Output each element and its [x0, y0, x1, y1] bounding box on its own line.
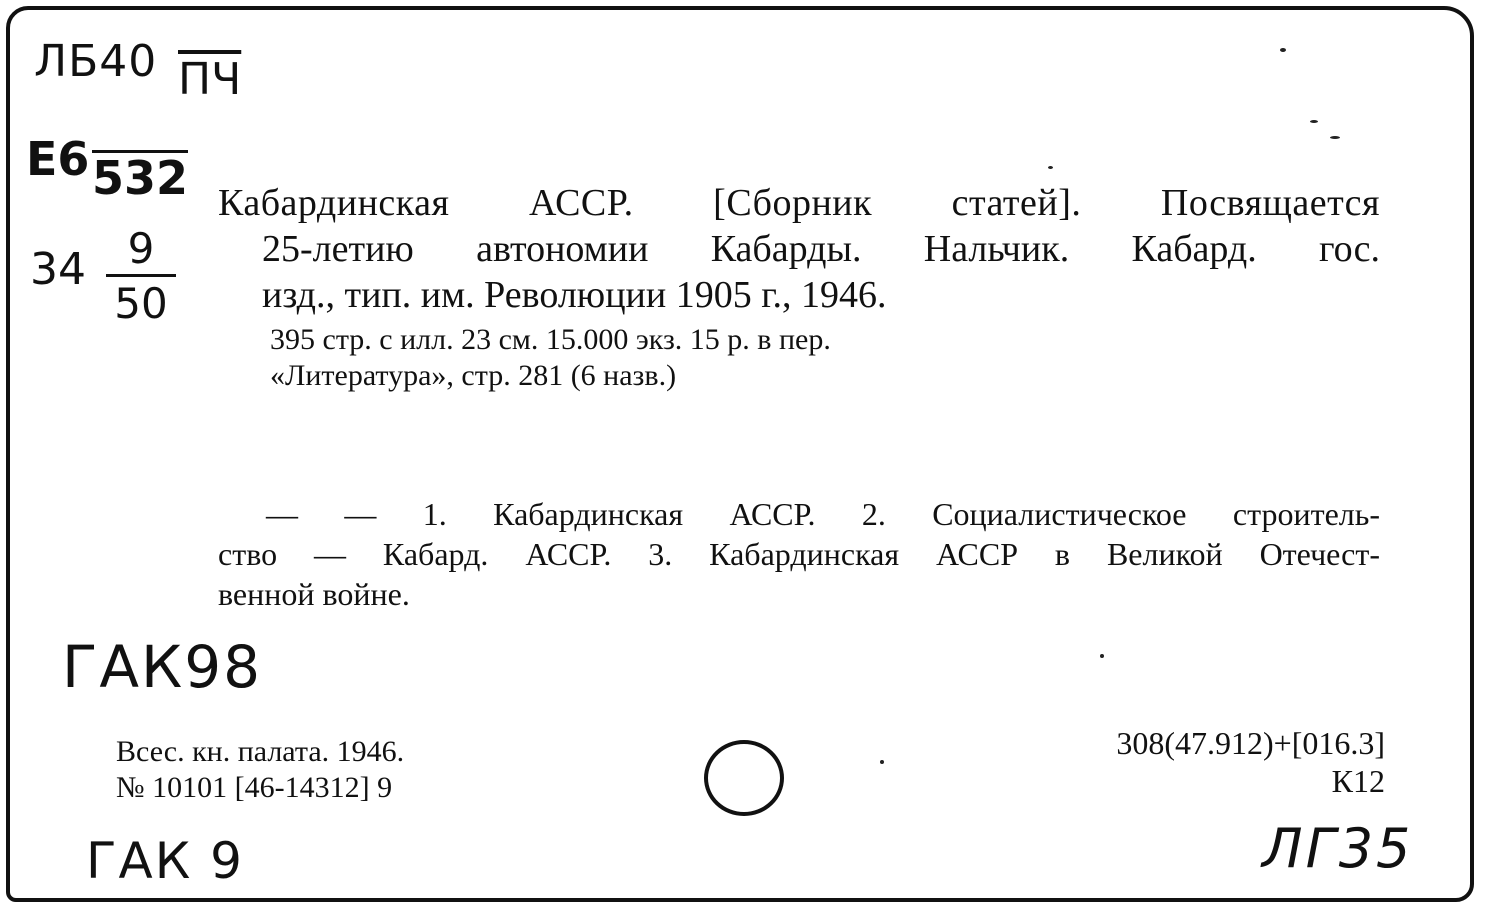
subject-line: — — 1. Кабардинская АССР. 2. Социалистическое строитель- [266, 496, 1380, 532]
scan-speck [880, 760, 884, 764]
handwritten-class-mark: 34 [30, 244, 86, 295]
handwritten-index-number: 532 [92, 151, 189, 205]
scan-speck [1048, 166, 1053, 169]
fraction-denominator: 50 [114, 279, 168, 328]
card-punch-hole [704, 740, 784, 816]
handwritten-note: ГАК 9 [86, 832, 244, 890]
scan-speck [1280, 48, 1286, 52]
entry-note: «Литература», стр. 281 (6 назв.) [270, 359, 677, 392]
classification-code [1116, 724, 1385, 800]
publisher-imprint [116, 734, 404, 806]
handwritten-note: ГАК98 [62, 633, 263, 701]
scan-speck [1310, 120, 1318, 123]
author-mark: К12 [1331, 763, 1385, 799]
entry-physical-description: 395 стр. с илл. 23 см. 15.000 экз. 15 р. в пер. [270, 323, 831, 356]
entry-heading: Кабардинская АССР. [Сборник статей]. Посвящается [218, 182, 1380, 224]
bibliographic-entry [218, 180, 1380, 394]
scan-speck [1100, 654, 1104, 658]
imprint-line: Всес. кн. палата. 1946. [116, 735, 405, 768]
subject-line: ство — Кабард. АССР. 3. Кабардинская АССР в Великой Отечест- [218, 536, 1380, 572]
subject-line: венной войне. [218, 576, 410, 612]
entry-line: 25-летию автономии Кабарды. Нальчик. Кабард. гос. [262, 228, 1380, 270]
handwritten-index-mark: Е6 [26, 132, 90, 186]
handwritten-shelf-mark: ЛБ40 [34, 36, 158, 87]
handwritten-shelf-mark-sup: ПЧ [178, 54, 242, 105]
fraction-numerator: 9 [106, 228, 176, 277]
subject-headings [218, 494, 1380, 614]
handwritten-note: ЛГ35 [1262, 817, 1414, 880]
imprint-line: № 10101 [46-14312] 9 [116, 771, 393, 804]
udc-code: 308(47.912)+[016.3] [1116, 725, 1385, 761]
entry-line: изд., тип. им. Революции 1905 г., 1946. [262, 274, 887, 316]
scan-speck [1330, 136, 1340, 139]
handwritten-fraction [106, 224, 176, 328]
